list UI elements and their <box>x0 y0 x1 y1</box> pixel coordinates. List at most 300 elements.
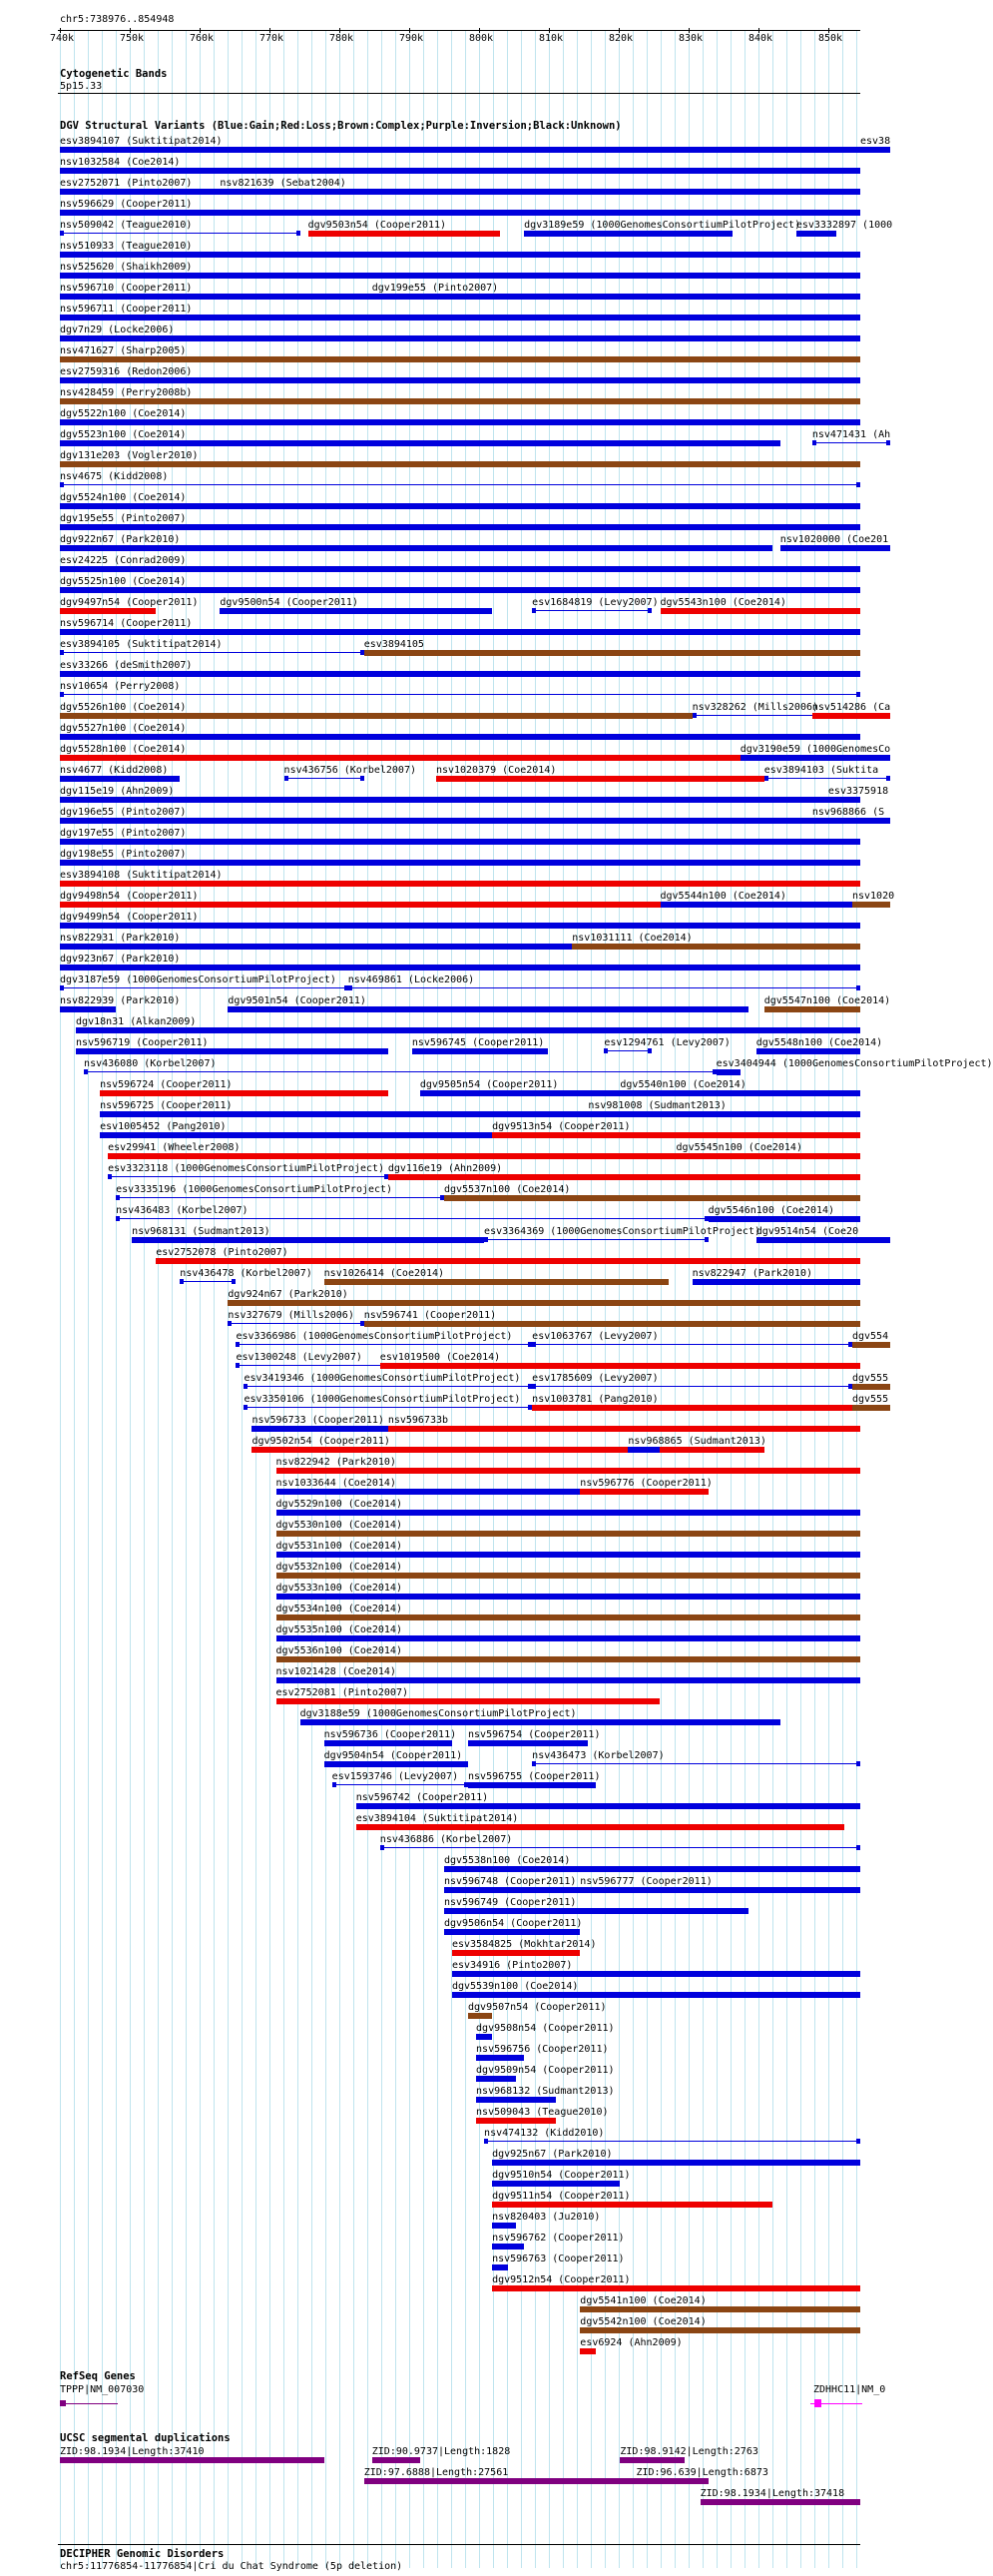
sv-label[interactable]: esv29941 (Wheeler2008) <box>108 1142 241 1153</box>
sv-label[interactable]: nsv596736 (Cooper2011) <box>323 1729 457 1740</box>
sv-feature[interactable] <box>60 755 741 761</box>
sv-label[interactable]: esv3894107 (Suktitipat2014) <box>60 136 223 147</box>
sv-feature[interactable] <box>492 2202 772 2208</box>
sv-label[interactable]: nsv436756 (Korbel2007) <box>283 765 416 776</box>
sv-label[interactable]: nsv596724 (Cooper2011) <box>100 1079 233 1090</box>
sv-label[interactable]: nsv596756 (Cooper2011) <box>476 2044 609 2055</box>
sv-feature[interactable] <box>236 1365 387 1366</box>
sv-label[interactable]: dgv5522n100 (Coe2014) <box>60 408 187 419</box>
sv-feature[interactable] <box>444 1908 748 1914</box>
sv-feature[interactable] <box>60 1006 116 1012</box>
sv-feature[interactable] <box>380 1847 860 1848</box>
sv-feature[interactable] <box>492 1132 860 1138</box>
segdup-feature[interactable] <box>620 2457 684 2463</box>
sv-label[interactable]: dgv5533n100 (Coe2014) <box>275 1583 402 1594</box>
sv-feature[interactable] <box>276 1531 860 1537</box>
sv-label[interactable]: dgv18n31 (Alkan2009) <box>76 1016 197 1027</box>
sv-feature[interactable] <box>796 231 836 237</box>
sv-label[interactable]: nsv596741 (Cooper2011) <box>363 1310 497 1321</box>
sv-label[interactable]: nsv596745 (Cooper2011) <box>411 1037 545 1048</box>
sv-feature[interactable] <box>572 944 860 950</box>
sv-label[interactable]: dgv5535n100 (Coe2014) <box>275 1624 402 1635</box>
sv-feature[interactable] <box>380 1363 860 1369</box>
sv-label[interactable]: dgv5531n100 (Coe2014) <box>275 1541 402 1552</box>
sv-label[interactable]: nsv968866 (S <box>811 807 885 818</box>
sv-label[interactable]: nsv596749 (Cooper2011) <box>443 1897 577 1908</box>
gene-label[interactable]: ZDHHC11|NM_0 <box>813 2384 886 2395</box>
sv-feature[interactable] <box>812 442 890 443</box>
sv-feature[interactable] <box>852 1342 890 1348</box>
sv-label[interactable]: esv3366986 (1000GenomesConsortiumPilotProject) <box>236 1331 513 1342</box>
sv-label[interactable]: esv3419346 (1000GenomesConsortiumPilotProject) <box>244 1373 521 1384</box>
sv-label[interactable]: nsv596719 (Cooper2011) <box>76 1037 209 1048</box>
sv-feature[interactable] <box>452 1950 580 1956</box>
sv-feature[interactable] <box>276 1510 860 1516</box>
sv-feature[interactable] <box>60 484 860 485</box>
sv-feature[interactable] <box>580 1887 860 1893</box>
sv-feature[interactable] <box>60 881 860 887</box>
sv-label[interactable]: esv6924 (Ahn2009) <box>580 2337 683 2348</box>
sv-feature[interactable] <box>372 294 860 300</box>
sv-label[interactable]: nsv596711 (Cooper2011) <box>60 304 193 315</box>
sv-label[interactable]: dgv5538n100 (Coe2014) <box>443 1855 571 1866</box>
sv-label[interactable]: esv1593746 (Levy2007) <box>331 1771 459 1782</box>
sv-label[interactable]: dgv5542n100 (Coe2014) <box>580 2316 707 2327</box>
sv-label[interactable]: nsv596629 (Cooper2011) <box>60 199 193 210</box>
segdup-label[interactable]: ZID:97.6888|Length:27561 <box>363 2467 509 2478</box>
sv-feature[interactable] <box>324 1740 452 1746</box>
sv-label[interactable]: dgv555 <box>851 1373 889 1384</box>
sv-feature[interactable] <box>476 2076 516 2082</box>
sv-label[interactable]: nsv471627 (Sharp2005) <box>60 345 187 356</box>
sv-feature[interactable] <box>60 315 860 321</box>
sv-label[interactable]: nsv596714 (Cooper2011) <box>60 618 193 629</box>
sv-label[interactable]: nsv474132 (Kidd2010) <box>484 2128 605 2139</box>
sv-label[interactable]: esv3350106 (1000GenomesConsortiumPilotProject) <box>244 1394 521 1405</box>
sv-feature[interactable] <box>476 2118 556 2124</box>
sv-feature[interactable] <box>60 694 860 695</box>
sv-label[interactable]: esv1063767 (Levy2007) <box>532 1331 659 1342</box>
sv-label[interactable]: dgv5547n100 (Coe2014) <box>763 995 891 1006</box>
sv-feature[interactable] <box>60 189 244 195</box>
sv-feature[interactable] <box>60 210 860 216</box>
sv-feature[interactable] <box>60 860 860 866</box>
sv-feature[interactable] <box>220 608 492 614</box>
sv-feature[interactable] <box>852 1405 890 1411</box>
sv-feature[interactable] <box>116 1197 444 1198</box>
sv-feature[interactable] <box>677 1153 860 1159</box>
sv-feature[interactable] <box>236 1344 532 1345</box>
sv-feature[interactable] <box>100 1090 388 1096</box>
sv-label[interactable]: nsv821639 (Sebat2004) <box>220 178 346 189</box>
sv-label[interactable]: dgv9507n54 (Cooper2011) <box>468 2002 607 2013</box>
sv-label[interactable]: dgv3188e59 (1000GenomesConsortiumPilotProject) <box>299 1708 577 1719</box>
sv-label[interactable]: nsv596754 (Cooper2011) <box>468 1729 601 1740</box>
sv-label[interactable]: dgv5530n100 (Coe2014) <box>275 1520 402 1531</box>
sv-feature[interactable] <box>452 1971 860 1977</box>
sv-label[interactable]: esv3584825 (Mokhtar2014) <box>451 1939 597 1950</box>
sv-label[interactable]: dgv9504n54 (Cooper2011) <box>323 1750 463 1761</box>
sv-feature[interactable] <box>276 1656 860 1662</box>
sv-feature[interactable] <box>60 294 372 300</box>
sv-feature[interactable] <box>276 1698 661 1704</box>
sv-feature[interactable] <box>492 2181 620 2187</box>
sv-feature[interactable] <box>60 377 860 383</box>
segdup-label[interactable]: ZID:98.1934|Length:37410 <box>60 2446 205 2457</box>
sv-feature[interactable] <box>468 1740 588 1746</box>
sv-label[interactable]: nsv4677 (Kidd2008) <box>60 765 169 776</box>
sv-feature[interactable] <box>60 524 860 530</box>
sv-feature[interactable] <box>661 608 861 614</box>
sv-label[interactable]: esv3335196 (1000GenomesConsortiumPilotProject) <box>116 1184 393 1195</box>
sv-feature[interactable] <box>60 608 156 614</box>
segdup-label[interactable]: ZID:90.9737|Length:1828 <box>371 2446 511 2457</box>
sv-feature[interactable] <box>60 818 812 824</box>
decipher-track-title[interactable]: DECIPHER Genomic Disorders <box>60 2548 225 2560</box>
sv-feature[interactable] <box>60 147 860 153</box>
sv-label[interactable]: nsv822931 (Park2010) <box>60 933 181 944</box>
sv-feature[interactable] <box>580 2327 860 2333</box>
sv-label[interactable]: esv2752078 (Pinto2007) <box>156 1247 288 1258</box>
sv-feature[interactable] <box>492 2264 508 2270</box>
sv-feature[interactable] <box>812 818 890 824</box>
sv-label[interactable]: dgv3189e59 (1000GenomesConsortiumPilotProject) <box>524 220 801 231</box>
sv-label[interactable]: nsv820403 (Ju2010) <box>492 2212 601 2223</box>
sv-label[interactable]: nsv822942 (Park2010) <box>275 1457 396 1468</box>
sv-label[interactable]: dgv195e55 (Pinto2007) <box>60 513 187 524</box>
sv-feature[interactable] <box>492 2285 860 2291</box>
sv-feature[interactable] <box>628 1447 660 1453</box>
sv-feature[interactable] <box>364 650 860 656</box>
sv-label[interactable]: nsv1020000 (Coe201 <box>779 534 889 545</box>
sv-feature[interactable] <box>492 2244 524 2250</box>
sv-feature[interactable] <box>756 1237 890 1243</box>
sv-label[interactable]: nsv1020 <box>851 891 895 902</box>
sv-feature[interactable] <box>116 1218 708 1219</box>
sv-label[interactable]: nsv981008 (Sudmant2013) <box>588 1100 727 1111</box>
sv-label[interactable]: dgv115e19 (Ahn2009) <box>60 786 175 797</box>
sv-feature[interactable] <box>492 2160 860 2166</box>
sv-label[interactable]: dgv131e203 (Vogler2010) <box>60 450 199 461</box>
sv-feature[interactable] <box>276 1468 860 1474</box>
sv-label[interactable]: dgv5548n100 (Coe2014) <box>755 1037 883 1048</box>
sv-label[interactable]: nsv596777 (Cooper2011) <box>580 1876 713 1887</box>
sv-feature[interactable] <box>388 1426 860 1432</box>
sv-feature[interactable] <box>436 776 764 782</box>
sv-label[interactable]: nsv596776 (Cooper2011) <box>580 1478 713 1489</box>
sv-feature[interactable] <box>60 252 860 258</box>
sv-label[interactable]: nsv822947 (Park2010) <box>692 1268 812 1279</box>
dgv-track-title[interactable]: DGV Structural Variants (Blue:Gain;Red:Loss;Brown:Complex;Purple:Inversion;Black:Unknown) <box>60 120 622 132</box>
sv-label[interactable]: nsv436473 (Korbel2007) <box>532 1750 665 1761</box>
sv-feature[interactable] <box>588 1111 860 1117</box>
sv-label[interactable]: nsv596755 (Cooper2011) <box>468 1771 601 1782</box>
sv-label[interactable]: nsv436080 (Korbel2007) <box>84 1058 217 1069</box>
sv-feature[interactable] <box>60 233 300 234</box>
sv-label[interactable]: dgv5537n100 (Coe2014) <box>443 1184 571 1195</box>
sv-label[interactable]: dgv9497n54 (Cooper2011) <box>60 597 199 608</box>
sv-feature[interactable] <box>364 1321 860 1327</box>
refseq-track-title[interactable]: RefSeq Genes <box>60 2370 136 2382</box>
sv-feature[interactable] <box>580 1489 708 1495</box>
sv-label[interactable]: nsv596710 (Cooper2011) <box>60 283 193 294</box>
sv-label[interactable]: nsv10654 (Perry2008) <box>60 681 181 692</box>
sv-feature[interactable] <box>620 1090 860 1096</box>
sv-label[interactable]: dgv5539n100 (Coe2014) <box>451 1981 579 1992</box>
sv-label[interactable]: esv3894105 <box>363 639 424 650</box>
sv-label[interactable]: esv3375918 <box>827 786 889 797</box>
sv-feature[interactable] <box>60 168 860 174</box>
sv-label[interactable]: esv38 <box>860 136 891 147</box>
sv-label[interactable]: nsv1020379 (Coe2014) <box>435 765 557 776</box>
sv-feature[interactable] <box>693 1279 860 1285</box>
sv-feature[interactable] <box>300 1719 780 1725</box>
segdup-track-title[interactable]: UCSC segmental duplications <box>60 2432 231 2444</box>
sv-label[interactable]: dgv9511n54 (Cooper2011) <box>492 2191 631 2202</box>
sv-label[interactable]: dgv5540n100 (Coe2014) <box>620 1079 746 1090</box>
sv-feature[interactable] <box>156 1258 860 1264</box>
sv-label[interactable]: esv3332897 (1000 <box>795 220 893 231</box>
sv-label[interactable]: nsv968131 (Sudmant2013) <box>132 1226 270 1237</box>
sv-feature[interactable] <box>356 1803 860 1809</box>
sv-label[interactable]: esv2752071 (Pinto2007) <box>60 178 193 189</box>
sv-feature[interactable] <box>60 839 860 845</box>
gene-feature[interactable] <box>60 2403 118 2404</box>
sv-label[interactable]: esv2759316 (Redon2006) <box>60 366 193 377</box>
sv-label[interactable]: dgv196e55 (Pinto2007) <box>60 807 187 818</box>
sv-feature[interactable] <box>228 1300 860 1306</box>
sv-feature[interactable] <box>276 1594 860 1600</box>
sv-feature[interactable] <box>60 503 860 509</box>
segdup-label[interactable]: ZID:98.1934|Length:37418 <box>700 2488 845 2499</box>
sv-feature[interactable] <box>484 2141 860 2142</box>
sv-label[interactable]: nsv1033644 (Coe2014) <box>275 1478 396 1489</box>
sv-feature[interactable] <box>251 1426 387 1432</box>
sv-feature[interactable] <box>532 1763 860 1764</box>
sv-label[interactable]: nsv436483 (Korbel2007) <box>116 1205 248 1216</box>
sv-feature[interactable] <box>580 2348 596 2354</box>
sv-feature[interactable] <box>444 1929 580 1935</box>
sv-label[interactable]: dgv9512n54 (Cooper2011) <box>492 2274 631 2285</box>
segdup-label[interactable]: ZID:96.639|Length:6873 <box>636 2467 768 2478</box>
sv-label[interactable]: esv1785609 (Levy2007) <box>532 1373 659 1384</box>
sv-label[interactable]: esv33266 (deSmith2007) <box>60 660 193 671</box>
sv-feature[interactable] <box>532 1405 852 1411</box>
sv-feature[interactable] <box>60 566 860 572</box>
sv-label[interactable]: dgv5529n100 (Coe2014) <box>275 1499 402 1510</box>
sv-label[interactable]: dgv924n67 (Park2010) <box>228 1289 348 1300</box>
sv-feature[interactable] <box>60 902 669 908</box>
sv-label[interactable]: dgv9498n54 (Cooper2011) <box>60 891 199 902</box>
sv-label[interactable]: nsv822939 (Park2010) <box>60 995 181 1006</box>
sv-label[interactable]: esv1300248 (Levy2007) <box>236 1352 362 1363</box>
sv-label[interactable]: dgv5543n100 (Coe2014) <box>660 597 786 608</box>
sv-feature[interactable] <box>60 671 860 677</box>
sv-label[interactable]: nsv1021428 (Coe2014) <box>275 1666 396 1677</box>
sv-label[interactable]: dgv923n67 (Park2010) <box>60 954 181 965</box>
sv-feature[interactable] <box>60 965 860 970</box>
sv-feature[interactable] <box>444 1866 860 1872</box>
sv-feature[interactable] <box>356 1824 844 1830</box>
sv-label[interactable]: dgv7n29 (Locke2006) <box>60 324 175 335</box>
sv-feature[interactable] <box>60 652 364 653</box>
sv-label[interactable]: dgv3187e59 (1000GenomesConsortiumPilotProject) <box>60 974 336 985</box>
segdup-feature[interactable] <box>701 2499 860 2505</box>
sv-label[interactable]: esv24225 (Conrad2009) <box>60 555 187 566</box>
sv-feature[interactable] <box>60 356 860 362</box>
sv-feature[interactable] <box>228 1323 363 1324</box>
decipher-item-label[interactable]: chr5:11776854-11776854|Cri du Chat Syndrome (5p deletion) <box>60 2561 403 2572</box>
sv-feature[interactable] <box>60 461 860 467</box>
sv-feature[interactable] <box>60 776 180 782</box>
sv-feature[interactable] <box>468 2013 492 2019</box>
sv-label[interactable]: nsv1026414 (Coe2014) <box>323 1268 445 1279</box>
sv-feature[interactable] <box>228 1006 747 1012</box>
sv-label[interactable]: esv3894104 (Suktitipat2014) <box>355 1813 519 1824</box>
sv-feature[interactable] <box>852 902 890 908</box>
sv-feature[interactable] <box>420 1090 621 1096</box>
sv-feature[interactable] <box>180 1281 236 1282</box>
sv-label[interactable]: nsv1031111 (Coe2014) <box>572 933 693 944</box>
sv-label[interactable]: dgv3190e59 (1000GenomesCo <box>740 744 891 755</box>
sv-label[interactable]: dgv9513n54 (Cooper2011) <box>492 1121 631 1132</box>
sv-feature[interactable] <box>60 734 860 740</box>
sv-label[interactable]: dgv9505n54 (Cooper2011) <box>419 1079 559 1090</box>
sv-feature[interactable] <box>76 1027 860 1033</box>
sv-label[interactable]: dgv555 <box>851 1394 889 1405</box>
sv-label[interactable]: nsv4675 (Kidd2008) <box>60 471 169 482</box>
sv-label[interactable]: esv1019500 (Coe2014) <box>379 1352 501 1363</box>
sv-label[interactable]: esv2752081 (Pinto2007) <box>275 1687 408 1698</box>
sv-label[interactable]: esv3404944 (1000GenomesConsortiumPilotProject) <box>716 1058 993 1069</box>
sv-label[interactable]: dgv198e55 (Pinto2007) <box>60 849 187 860</box>
sv-feature[interactable] <box>60 944 572 950</box>
sv-feature[interactable] <box>220 189 860 195</box>
sv-label[interactable]: nsv525620 (Shaikh2009) <box>60 262 193 273</box>
sv-label[interactable]: esv3323118 (1000GenomesConsortiumPilotProject) <box>108 1163 385 1174</box>
sv-feature[interactable] <box>532 610 652 611</box>
sv-feature[interactable] <box>780 545 890 551</box>
sv-feature[interactable] <box>580 2306 860 2312</box>
sv-feature[interactable] <box>60 440 780 446</box>
sv-feature[interactable] <box>764 1006 860 1012</box>
sv-label[interactable]: dgv5524n100 (Coe2014) <box>60 492 187 503</box>
sv-label[interactable]: dgv5526n100 (Coe2014) <box>60 702 187 713</box>
sv-label[interactable]: nsv514286 (Ca <box>811 702 891 713</box>
sv-feature[interactable] <box>60 629 860 635</box>
sv-label[interactable]: dgv925n67 (Park2010) <box>492 2149 613 2160</box>
sv-feature[interactable] <box>60 273 860 279</box>
sv-label[interactable]: nsv1003781 (Pang2010) <box>532 1394 659 1405</box>
sv-label[interactable]: dgv5532n100 (Coe2014) <box>275 1562 402 1573</box>
sv-label[interactable]: nsv428459 (Perry2008b) <box>60 387 193 398</box>
sv-label[interactable]: nsv596748 (Cooper2011) <box>443 1876 577 1887</box>
sv-label[interactable]: nsv968865 (Sudmant2013) <box>628 1436 766 1447</box>
sv-feature[interactable] <box>709 1216 860 1222</box>
sv-feature[interactable] <box>492 2223 516 2229</box>
sv-feature[interactable] <box>60 923 860 929</box>
sv-feature[interactable] <box>60 335 860 341</box>
sv-feature[interactable] <box>717 1069 741 1075</box>
sv-label[interactable]: dgv554 <box>851 1331 889 1342</box>
sv-feature[interactable] <box>476 2097 556 2103</box>
sv-feature[interactable] <box>76 1048 388 1054</box>
sv-label[interactable]: nsv596733b <box>387 1415 449 1426</box>
sv-label[interactable]: esv1684819 (Levy2007) <box>532 597 659 608</box>
sv-label[interactable]: nsv510933 (Teague2010) <box>60 241 193 252</box>
sv-label[interactable]: nsv469861 (Locke2006) <box>347 974 475 985</box>
sv-feature[interactable] <box>860 147 890 153</box>
sv-feature[interactable] <box>308 231 500 237</box>
sv-feature[interactable] <box>276 1677 860 1683</box>
sv-label[interactable]: dgv922n67 (Park2010) <box>60 534 181 545</box>
sv-label[interactable]: nsv327679 (Mills2006) <box>228 1310 354 1321</box>
sv-label[interactable]: dgv9502n54 (Cooper2011) <box>251 1436 390 1447</box>
sv-feature[interactable] <box>60 419 860 425</box>
sv-feature[interactable] <box>276 1614 860 1620</box>
sv-feature[interactable] <box>132 1237 484 1243</box>
sv-label[interactable]: dgv9503n54 (Cooper2011) <box>307 220 447 231</box>
sv-label[interactable]: dgv199e55 (Pinto2007) <box>371 283 499 294</box>
segdup-feature[interactable] <box>372 2457 420 2463</box>
sv-feature[interactable] <box>84 1071 717 1072</box>
sv-feature[interactable] <box>348 987 860 988</box>
sv-feature[interactable] <box>812 713 890 719</box>
sv-feature[interactable] <box>532 1344 852 1345</box>
sv-feature[interactable] <box>276 1635 860 1641</box>
sv-feature[interactable] <box>60 545 772 551</box>
sv-label[interactable]: dgv9499n54 (Cooper2011) <box>60 912 199 923</box>
sv-feature[interactable] <box>332 1784 468 1785</box>
sv-label[interactable]: esv1294761 (Levy2007) <box>604 1037 731 1048</box>
sv-feature[interactable] <box>412 1048 548 1054</box>
sv-label[interactable]: dgv9509n54 (Cooper2011) <box>476 2065 615 2076</box>
sv-label[interactable]: esv3364369 (1000GenomesConsortiumPilotProject) <box>484 1226 760 1237</box>
sv-label[interactable]: dgv9508n54 (Cooper2011) <box>476 2023 615 2034</box>
sv-label[interactable]: dgv9506n54 (Cooper2011) <box>443 1918 583 1929</box>
sv-label[interactable]: nsv509042 (Teague2010) <box>60 220 193 231</box>
sv-feature[interactable] <box>60 987 348 988</box>
sv-label[interactable]: nsv596725 (Cooper2011) <box>100 1100 233 1111</box>
sv-label[interactable]: nsv436886 (Korbel2007) <box>379 1834 513 1845</box>
sv-label[interactable]: dgv197e55 (Pinto2007) <box>60 828 187 839</box>
sv-label[interactable]: dgv9501n54 (Cooper2011) <box>228 995 366 1006</box>
sv-feature[interactable] <box>604 1050 652 1051</box>
sv-label[interactable]: nsv596762 (Cooper2011) <box>492 2233 625 2244</box>
sv-feature[interactable] <box>452 1992 860 1998</box>
sv-feature[interactable] <box>324 1761 468 1767</box>
sv-feature[interactable] <box>251 1447 763 1453</box>
segdup-label[interactable]: ZID:98.9142|Length:2763 <box>620 2446 758 2457</box>
sv-label[interactable]: dgv9510n54 (Cooper2011) <box>492 2170 631 2181</box>
sv-label[interactable]: esv3894108 (Suktitipat2014) <box>60 870 223 881</box>
sv-feature[interactable] <box>532 1386 852 1387</box>
sv-feature[interactable] <box>324 1279 669 1285</box>
sv-feature[interactable] <box>388 1174 860 1180</box>
sv-label[interactable]: dgv5534n100 (Coe2014) <box>275 1604 402 1614</box>
sv-label[interactable]: nsv596733 (Cooper2011) <box>251 1415 384 1426</box>
sv-label[interactable]: nsv968132 (Sudmant2013) <box>476 2086 615 2097</box>
sv-label[interactable]: dgv5528n100 (Coe2014) <box>60 744 187 755</box>
sv-feature[interactable] <box>276 1489 589 1495</box>
sv-label[interactable]: nsv471431 (Ah <box>811 429 891 440</box>
sv-label[interactable]: nsv436478 (Korbel2007) <box>180 1268 312 1279</box>
sv-feature[interactable] <box>756 1048 860 1054</box>
sv-feature[interactable] <box>60 398 860 404</box>
sv-feature[interactable] <box>60 713 693 719</box>
sv-feature[interactable] <box>60 797 860 803</box>
sv-feature[interactable] <box>741 755 890 761</box>
